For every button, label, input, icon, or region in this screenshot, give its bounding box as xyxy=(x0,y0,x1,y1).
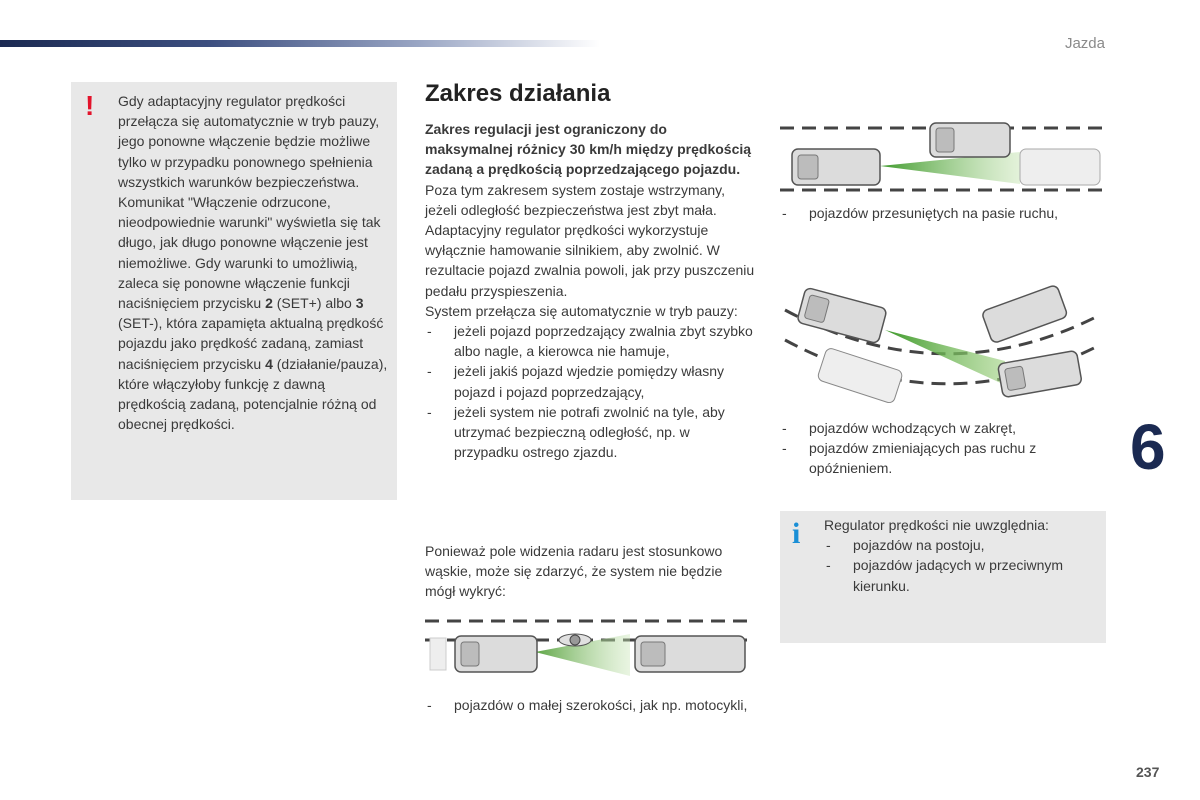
own-car xyxy=(792,149,880,185)
list-item: - jeżeli system nie potrafi zwolnić na tyle, aby utrzymać bezpieczną odległość, np. w przypadku ostrego zjazdu. xyxy=(425,402,755,463)
list-item: - pojazdów o małej szerokości, jak np. motocykli, xyxy=(425,695,755,715)
warning-text: Gdy adaptacyjny regulator prędkości przełącza się automatycznie w tryb pauzy, jego ponowne włączenie będzie możliwe tylko w przypadku ponownego spełnienia wszystkich warunków bezpieczeństwa. Komunikat "Włączenie odrzucone, nieodpowiednie warunki" wyświetla się tak długo, jak długo ponowne włączenie jest niemożliwe. Gdy warunki to umożliwią, zaleca się ponowne włączenie funkcji naciśnięciem przycisku 2 (SET+) albo 3 (SET-), która zapamięta aktualną prędkość pojazdu jako prędkość zadaną, zamiast naciśnięciem przycisku 4 (działanie/pauza), które włączyłoby funkcję z dawną prędkością zadaną, potencjalnie różną od obecnej prędkości. xyxy=(118,93,388,433)
radar-paragraph: Ponieważ pole widzenia radaru jest stosunkowo wąskie, może się zdarzyć, że system nie będzie mógł wykryć: xyxy=(425,543,723,600)
curve-illustration xyxy=(780,285,1106,403)
info-box xyxy=(780,511,1106,643)
list-item: - pojazdów jadących w przeciwnym kierunku. xyxy=(824,555,1099,595)
caption-motorcycle xyxy=(425,695,755,715)
chapter-number: 6 xyxy=(1130,411,1166,483)
main-column xyxy=(425,80,755,462)
button-ref-2: 2 xyxy=(265,295,273,312)
paragraph-pause: System przełącza się automatycznie w tryb pauzy: xyxy=(425,302,738,319)
front-car xyxy=(635,636,745,672)
list-item: - pojazdów wchodzących w zakręt, xyxy=(780,418,1110,438)
side-car xyxy=(1020,149,1100,185)
own-car xyxy=(430,636,537,672)
caption-curve xyxy=(780,418,1110,479)
button-ref-3: 3 xyxy=(355,295,364,312)
list-item: - jeżeli pojazd poprzedzający zwalnia zbyt szybko albo nagle, a kierowca nie hamuje, xyxy=(425,321,755,361)
offset-car xyxy=(930,123,1010,157)
info-icon: i xyxy=(792,517,801,550)
header-bar xyxy=(0,40,600,47)
list-item: - jeżeli jakiś pojazd wjedzie pomiędzy własny pojazd i pojazd poprzedzający, xyxy=(425,361,755,401)
caption-lane-offset xyxy=(780,203,1110,223)
list-item: - pojazdów przesuniętych na pasie ruchu, xyxy=(780,203,1110,223)
motorcycle xyxy=(559,634,591,646)
page-number: 237 xyxy=(1136,764,1160,780)
paragraph-range: Poza tym zakresem system zostaje wstrzymany, jeżeli odległość bezpieczeństwa jest zbyt mała. xyxy=(425,181,726,218)
page-title: Zakres działania xyxy=(425,80,611,107)
motorcycle-illustration xyxy=(425,618,755,688)
list-item: - pojazdów na postoju, xyxy=(824,535,1099,555)
exclamation-icon: ! xyxy=(85,90,95,121)
own-car xyxy=(797,287,887,344)
warning-box xyxy=(71,82,397,500)
paragraph-engine-braking: Adaptacyjny regulator prędkości wykorzystuje wyłącznie hamowanie silnikiem, aby zwolnić. W rezultacie pojazd zwalnia powoli, jak przy puszczeniu pedału przyspieszenia. xyxy=(425,222,755,299)
curve-car xyxy=(981,285,1068,344)
pause-conditions-list xyxy=(425,321,755,462)
button-ref-4: 4 xyxy=(265,355,273,372)
oncoming-car xyxy=(817,347,904,403)
intro-bold: Zakres regulacji jest ograniczony do maksymalnej różnicy 30 km/h między prędkością zadaną a prędkością poprzedzającego pojazdu. xyxy=(425,121,752,178)
list-item: - pojazdów zmieniających pas ruchu z opóźnieniem. xyxy=(780,438,1110,478)
lane-offset-illustration xyxy=(780,118,1106,193)
section-title: Jazda xyxy=(1064,35,1105,52)
changing-lane-car xyxy=(997,350,1082,397)
info-text: Regulator prędkości nie uwzględnia: - pojazdów na postoju, - pojazdów jadących w przeciwnym kierunku. xyxy=(824,515,1099,596)
